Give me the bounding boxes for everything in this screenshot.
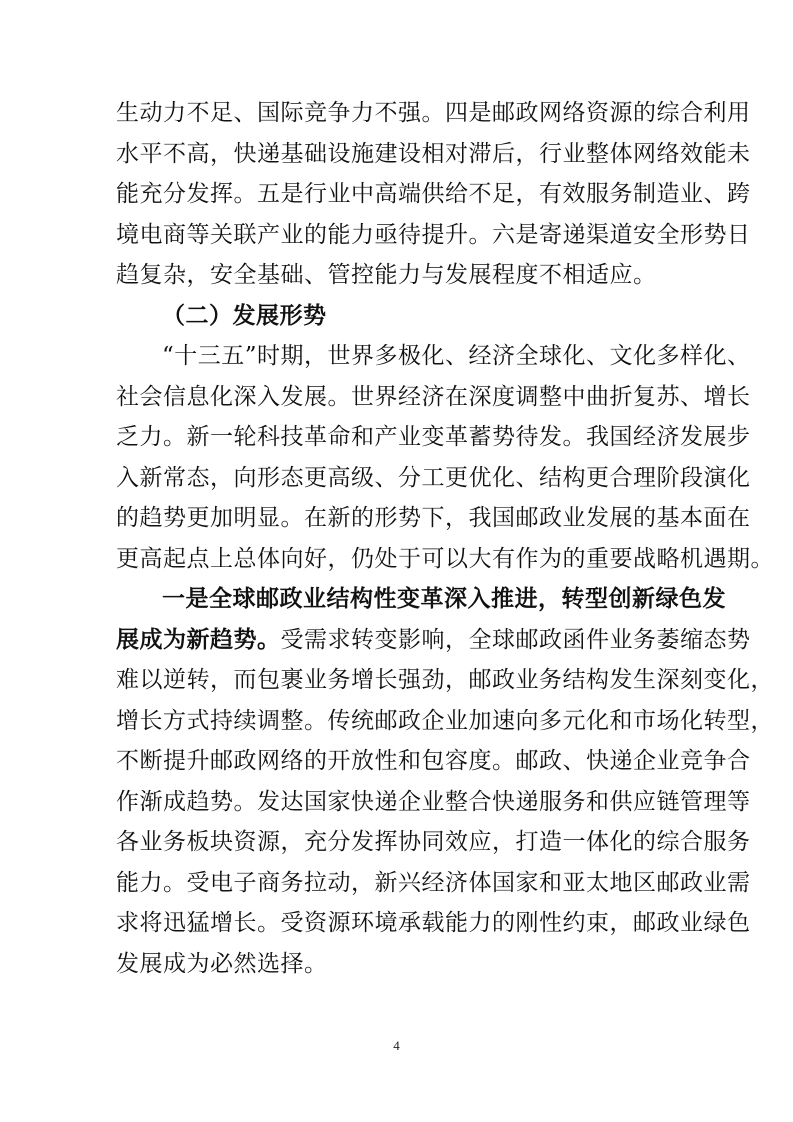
body-line: 增长方式持续调整。传统邮政企业加速向多元化和市场化转型， — [116, 708, 774, 734]
body-line: “十三五”时期，世界多极化、经济全球化、文化多样化、 — [162, 343, 751, 369]
body-line — [116, 625, 751, 655]
body-line: 的趋势更加明显。在新的形势下，我国邮政业发展的基本面在 — [116, 505, 751, 531]
body-line: 难以逆转，而包裹业务增长强劲，邮政业务结构发生深刻变化， — [116, 667, 774, 693]
bold-lead-continuation: 展成为新趋势。 — [116, 627, 281, 653]
body-line: 发展成为必然选择。 — [116, 951, 328, 977]
body-line: 能力。受电子商务拉动，新兴经济体国家和亚太地区邮政业需 — [116, 870, 751, 896]
body-line: 入新常态，向形态更高级、分工更优化、结构更合理阶段演化 — [116, 465, 751, 491]
body-line: 不断提升邮政网络的开放性和包容度。邮政、快递企业竞争合 — [116, 748, 751, 774]
body-line: 乏力。新一轮科技革命和产业变革蓄势待发。我国经济发展步 — [116, 424, 751, 450]
body-line: 各业务板块资源，充分发挥协同效应，打造一体化的综合服务 — [116, 829, 751, 855]
body-line: 求将迅猛增长。受资源环境承载能力的刚性约束，邮政业绿色 — [116, 910, 751, 936]
page-number: 4 — [393, 1038, 400, 1053]
body-line: 水平不高，快递基础设施建设相对滞后，行业整体网络效能未 — [116, 141, 751, 167]
body-line: 趋复杂，安全基础、管控能力与发展程度不相适应。 — [116, 262, 657, 288]
body-line: 社会信息化深入发展。世界经济在深度调整中曲折复苏、增长 — [116, 384, 751, 410]
body-line: 更高起点上总体向好，仍处于可以大有作为的重要战略机遇期。 — [116, 546, 774, 572]
body-line: 境电商等关联产业的能力亟待提升。六是寄递渠道安全形势日 — [116, 222, 751, 248]
body-text-segment: 受需求转变影响，全球邮政函件业务萎缩态势 — [280, 627, 751, 653]
body-line: 能充分发挥。五是行业中高端供给不足，有效服务制造业、跨 — [116, 181, 751, 207]
body-line: 作渐成趋势。发达国家快递企业整合快递服务和供应链管理等 — [116, 789, 751, 815]
body-line: 生动力不足、国际竞争力不强。四是邮政网络资源的综合利用 — [116, 100, 751, 126]
section-heading: （二）发展形势 — [162, 303, 327, 329]
bold-paragraph-lead: 一是全球邮政业结构性变革深入推进，转型创新绿色发 — [162, 586, 726, 612]
